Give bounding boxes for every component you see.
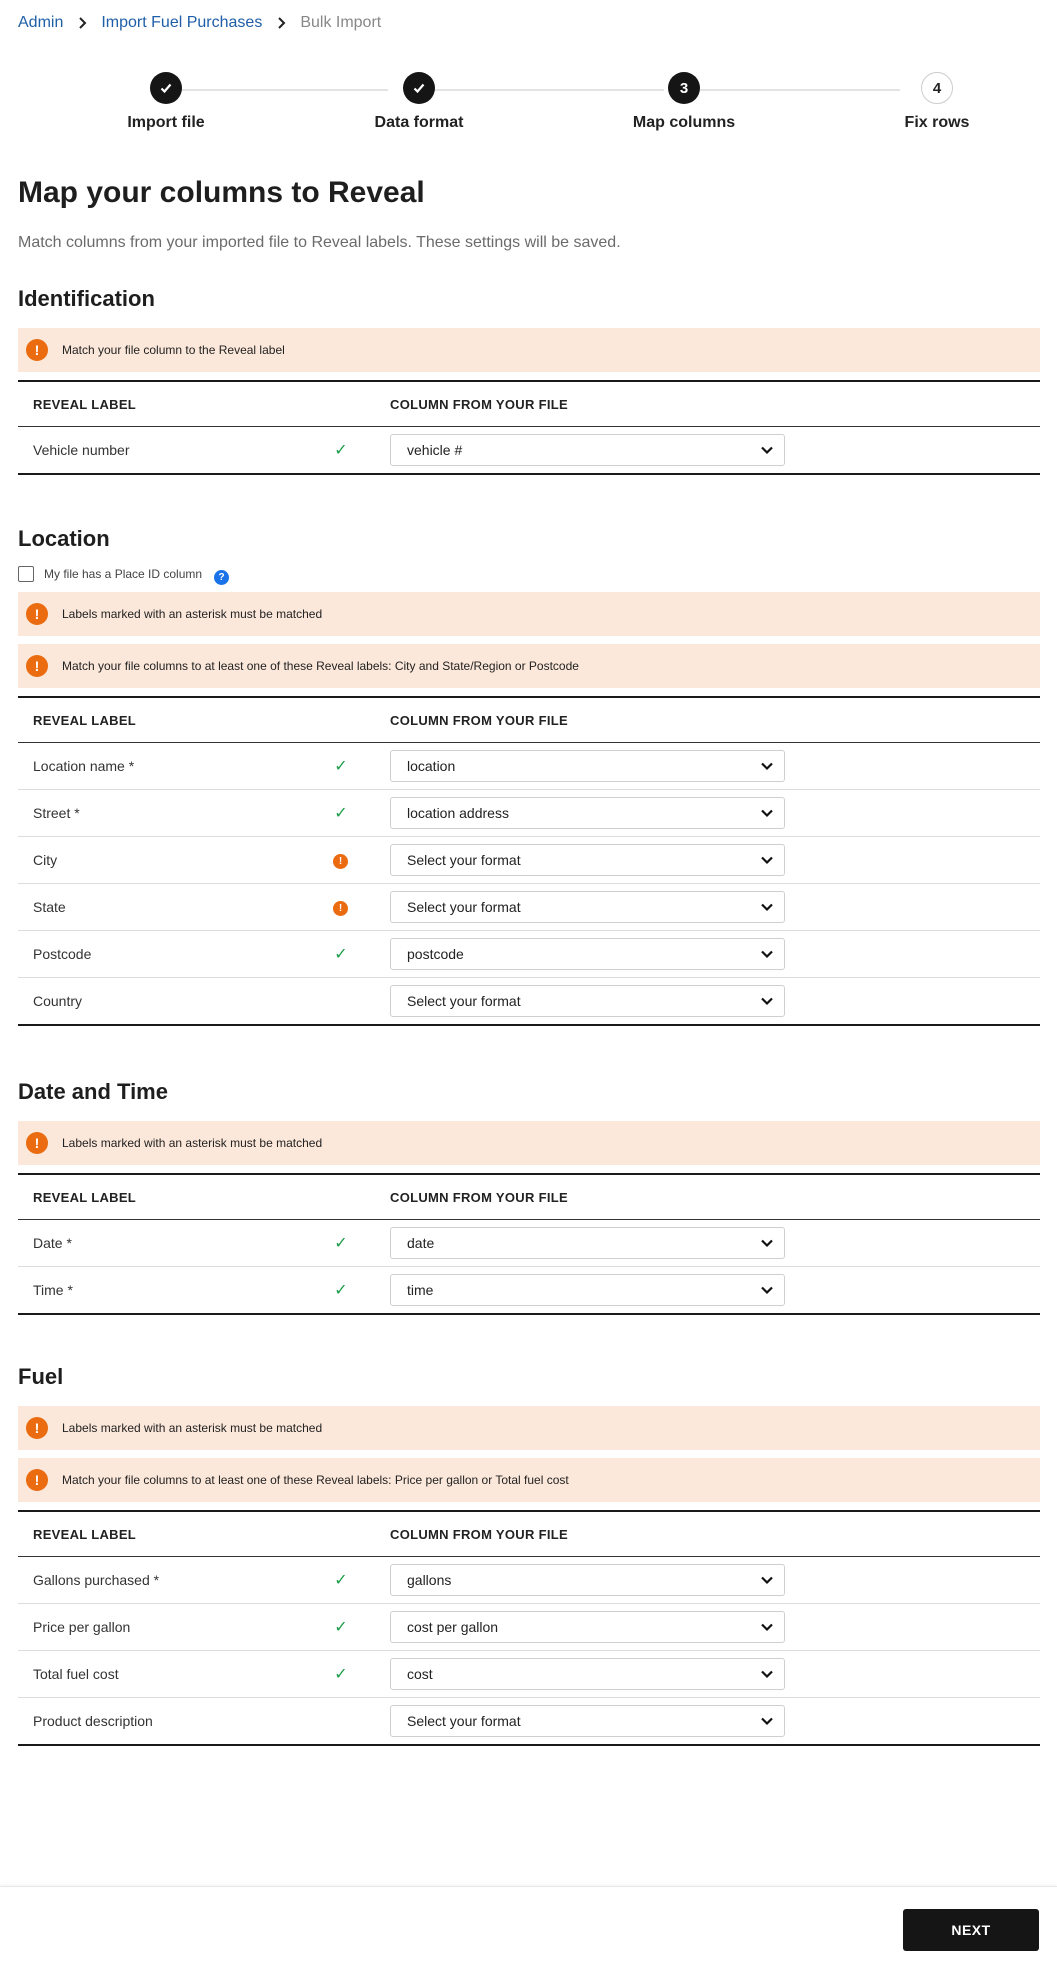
- column-select[interactable]: [390, 1564, 785, 1596]
- column-select[interactable]: [390, 1227, 785, 1259]
- section-identification: [18, 284, 1040, 475]
- reveal-label: Location name *: [18, 743, 333, 790]
- check-icon: ✓: [334, 946, 348, 963]
- select-value: cost per gallon: [407, 1619, 499, 1635]
- header-reveal-label: REVEAL LABEL: [18, 1511, 333, 1557]
- section-date-time: [18, 1077, 1040, 1315]
- chevron-down-icon: [760, 1236, 774, 1250]
- section-title: Identification: [18, 286, 155, 311]
- table-row: [18, 1267, 1040, 1315]
- chevron-right-icon: [276, 17, 286, 29]
- select-value: gallons: [407, 1572, 452, 1588]
- reveal-label: Price per gallon: [18, 1604, 333, 1651]
- reveal-label: Street *: [18, 790, 333, 837]
- table-row: [18, 1220, 1040, 1267]
- table-row: [18, 790, 1040, 837]
- warning-icon: !: [26, 1132, 48, 1154]
- reveal-label: Product description: [33, 1713, 153, 1729]
- page-title: Map your columns to Reveal: [18, 176, 425, 209]
- select-value: time: [407, 1282, 434, 1298]
- step-import-file: [86, 72, 246, 132]
- column-select[interactable]: [390, 750, 785, 782]
- check-icon: ✓: [334, 758, 348, 775]
- warning-icon: !: [26, 603, 48, 625]
- header-column-from-file: COLUMN FROM YOUR FILE: [390, 1511, 1040, 1557]
- alert-text: Labels marked with an asterisk must be matched: [62, 607, 323, 621]
- select-value: date: [407, 1235, 435, 1251]
- column-select[interactable]: [390, 985, 785, 1017]
- mapping-table: [18, 696, 1040, 1026]
- place-id-checkbox-row: [18, 564, 1040, 584]
- step-map-columns: [604, 72, 764, 132]
- checkbox-label: My file has a Place ID column: [44, 567, 203, 581]
- chevron-down-icon: [760, 1283, 774, 1297]
- chevron-down-icon: [760, 947, 774, 961]
- table-row: [18, 1698, 1040, 1746]
- section-title: Location: [18, 526, 110, 551]
- select-value: location: [407, 758, 456, 774]
- table-row: [18, 1604, 1040, 1651]
- warning-icon: !: [26, 339, 48, 361]
- check-icon: ✓: [334, 1666, 348, 1683]
- page-subtitle: Match columns from your imported file to Reveal labels. These settings will be saved.: [18, 234, 621, 251]
- column-select[interactable]: [390, 1274, 785, 1306]
- header-reveal-label: REVEAL LABEL: [18, 381, 333, 427]
- alert-banner: [18, 1121, 1040, 1165]
- alert-text: Match your file columns to at least one of these Reveal labels: Price per gallon or Total fuel cost: [62, 1473, 569, 1487]
- step-number: 3: [668, 72, 700, 104]
- reveal-label: City: [18, 837, 333, 884]
- chevron-down-icon: [760, 806, 774, 820]
- mapping-table: [18, 1173, 1040, 1315]
- column-select[interactable]: [390, 1611, 785, 1643]
- select-value: postcode: [407, 946, 464, 962]
- check-icon: ✓: [334, 805, 348, 822]
- header-column-from-file: COLUMN FROM YOUR FILE: [390, 381, 1040, 427]
- select-value: Select your format: [407, 1713, 521, 1729]
- section-title: Date and Time: [18, 1079, 168, 1104]
- column-select[interactable]: [390, 434, 785, 466]
- breadcrumb-link-import-fuel-purchases[interactable]: Import Fuel Purchases: [101, 14, 263, 31]
- column-select[interactable]: [390, 891, 785, 923]
- column-select[interactable]: [390, 844, 785, 876]
- check-icon: ✓: [334, 1572, 348, 1589]
- alert-text: Labels marked with an asterisk must be matched: [62, 1421, 323, 1435]
- step-data-format: [339, 72, 499, 132]
- chevron-down-icon: [760, 853, 774, 867]
- breadcrumb: [18, 14, 381, 32]
- reveal-label: Total fuel cost: [18, 1651, 333, 1698]
- place-id-checkbox[interactable]: [18, 566, 34, 582]
- table-row: [18, 1651, 1040, 1698]
- check-icon: ✓: [334, 1619, 348, 1636]
- step-label: Import file: [127, 114, 205, 131]
- stepper: [0, 72, 1057, 142]
- alert-banner: [18, 1458, 1040, 1502]
- select-value: cost: [407, 1666, 433, 1682]
- column-select[interactable]: [390, 938, 785, 970]
- header-reveal-label: REVEAL LABEL: [18, 1174, 333, 1220]
- next-button[interactable]: NEXT: [903, 1909, 1039, 1951]
- header-column-from-file: COLUMN FROM YOUR FILE: [390, 697, 1040, 743]
- table-row: [18, 1557, 1040, 1604]
- mapping-table: [18, 380, 1040, 475]
- alert-banner: [18, 644, 1040, 688]
- step-number: 4: [921, 72, 953, 104]
- chevron-down-icon: [760, 1714, 774, 1728]
- chevron-down-icon: [760, 1620, 774, 1634]
- warning-icon: !: [26, 1469, 48, 1491]
- select-value: Select your format: [407, 852, 521, 868]
- reveal-label: State: [18, 884, 333, 931]
- select-value: Select your format: [407, 899, 521, 915]
- alert-banner: [18, 1406, 1040, 1450]
- table-row: [18, 427, 1040, 475]
- step-label: Data format: [374, 114, 464, 131]
- check-icon: ✓: [334, 442, 348, 459]
- step-label: Fix rows: [904, 114, 970, 131]
- table-row: [18, 884, 1040, 931]
- reveal-label: Country: [33, 993, 83, 1009]
- column-select[interactable]: [390, 797, 785, 829]
- reveal-label: Date *: [18, 1220, 333, 1267]
- alert-text: Match your file column to the Reveal label: [62, 343, 285, 357]
- alert-banner: [18, 592, 1040, 636]
- table-row: [18, 931, 1040, 978]
- reveal-label: Vehicle number: [33, 442, 130, 458]
- chevron-down-icon: [760, 443, 774, 457]
- mapping-table: [18, 1510, 1040, 1746]
- header-column-from-file: COLUMN FROM YOUR FILE: [390, 1174, 1040, 1220]
- chevron-down-icon: [760, 759, 774, 773]
- table-row: [18, 978, 1040, 1026]
- breadcrumb-current: Bulk Import: [300, 14, 382, 31]
- reveal-label: Postcode: [18, 931, 333, 978]
- table-row: [18, 837, 1040, 884]
- warning-icon: !: [26, 655, 48, 677]
- check-icon: ✓: [334, 1282, 348, 1299]
- section-location: [18, 524, 1040, 1026]
- step-label: Map columns: [632, 114, 736, 131]
- table-row: [18, 743, 1040, 790]
- warning-icon: !: [333, 901, 348, 916]
- alert-banner: [18, 328, 1040, 372]
- check-icon: [150, 72, 182, 104]
- chevron-down-icon: [760, 1573, 774, 1587]
- check-icon: [403, 72, 435, 104]
- alert-text: Match your file columns to at least one of these Reveal labels: City and State/Region or Postcode: [62, 659, 579, 673]
- check-icon: ✓: [334, 1235, 348, 1252]
- chevron-down-icon: [760, 994, 774, 1008]
- help-icon[interactable]: ?: [214, 570, 229, 585]
- chevron-right-icon: [77, 17, 87, 29]
- breadcrumb-link-admin[interactable]: Admin: [18, 14, 64, 31]
- footer-bar: [0, 1886, 1057, 1968]
- select-value: vehicle #: [407, 442, 463, 458]
- column-select[interactable]: [390, 1658, 785, 1690]
- chevron-down-icon: [760, 1667, 774, 1681]
- section-title: Fuel: [18, 1364, 64, 1389]
- step-fix-rows: [857, 72, 1017, 132]
- reveal-label: Gallons purchased *: [18, 1557, 333, 1604]
- warning-icon: !: [26, 1417, 48, 1439]
- warning-icon: !: [333, 854, 348, 869]
- header-reveal-label: REVEAL LABEL: [18, 697, 333, 743]
- alert-text: Labels marked with an asterisk must be matched: [62, 1136, 323, 1150]
- column-select[interactable]: [390, 1705, 785, 1737]
- chevron-down-icon: [760, 900, 774, 914]
- reveal-label: Time *: [33, 1282, 73, 1298]
- section-fuel: [18, 1362, 1040, 1746]
- select-value: Select your format: [407, 993, 521, 1009]
- select-value: location address: [407, 805, 509, 821]
